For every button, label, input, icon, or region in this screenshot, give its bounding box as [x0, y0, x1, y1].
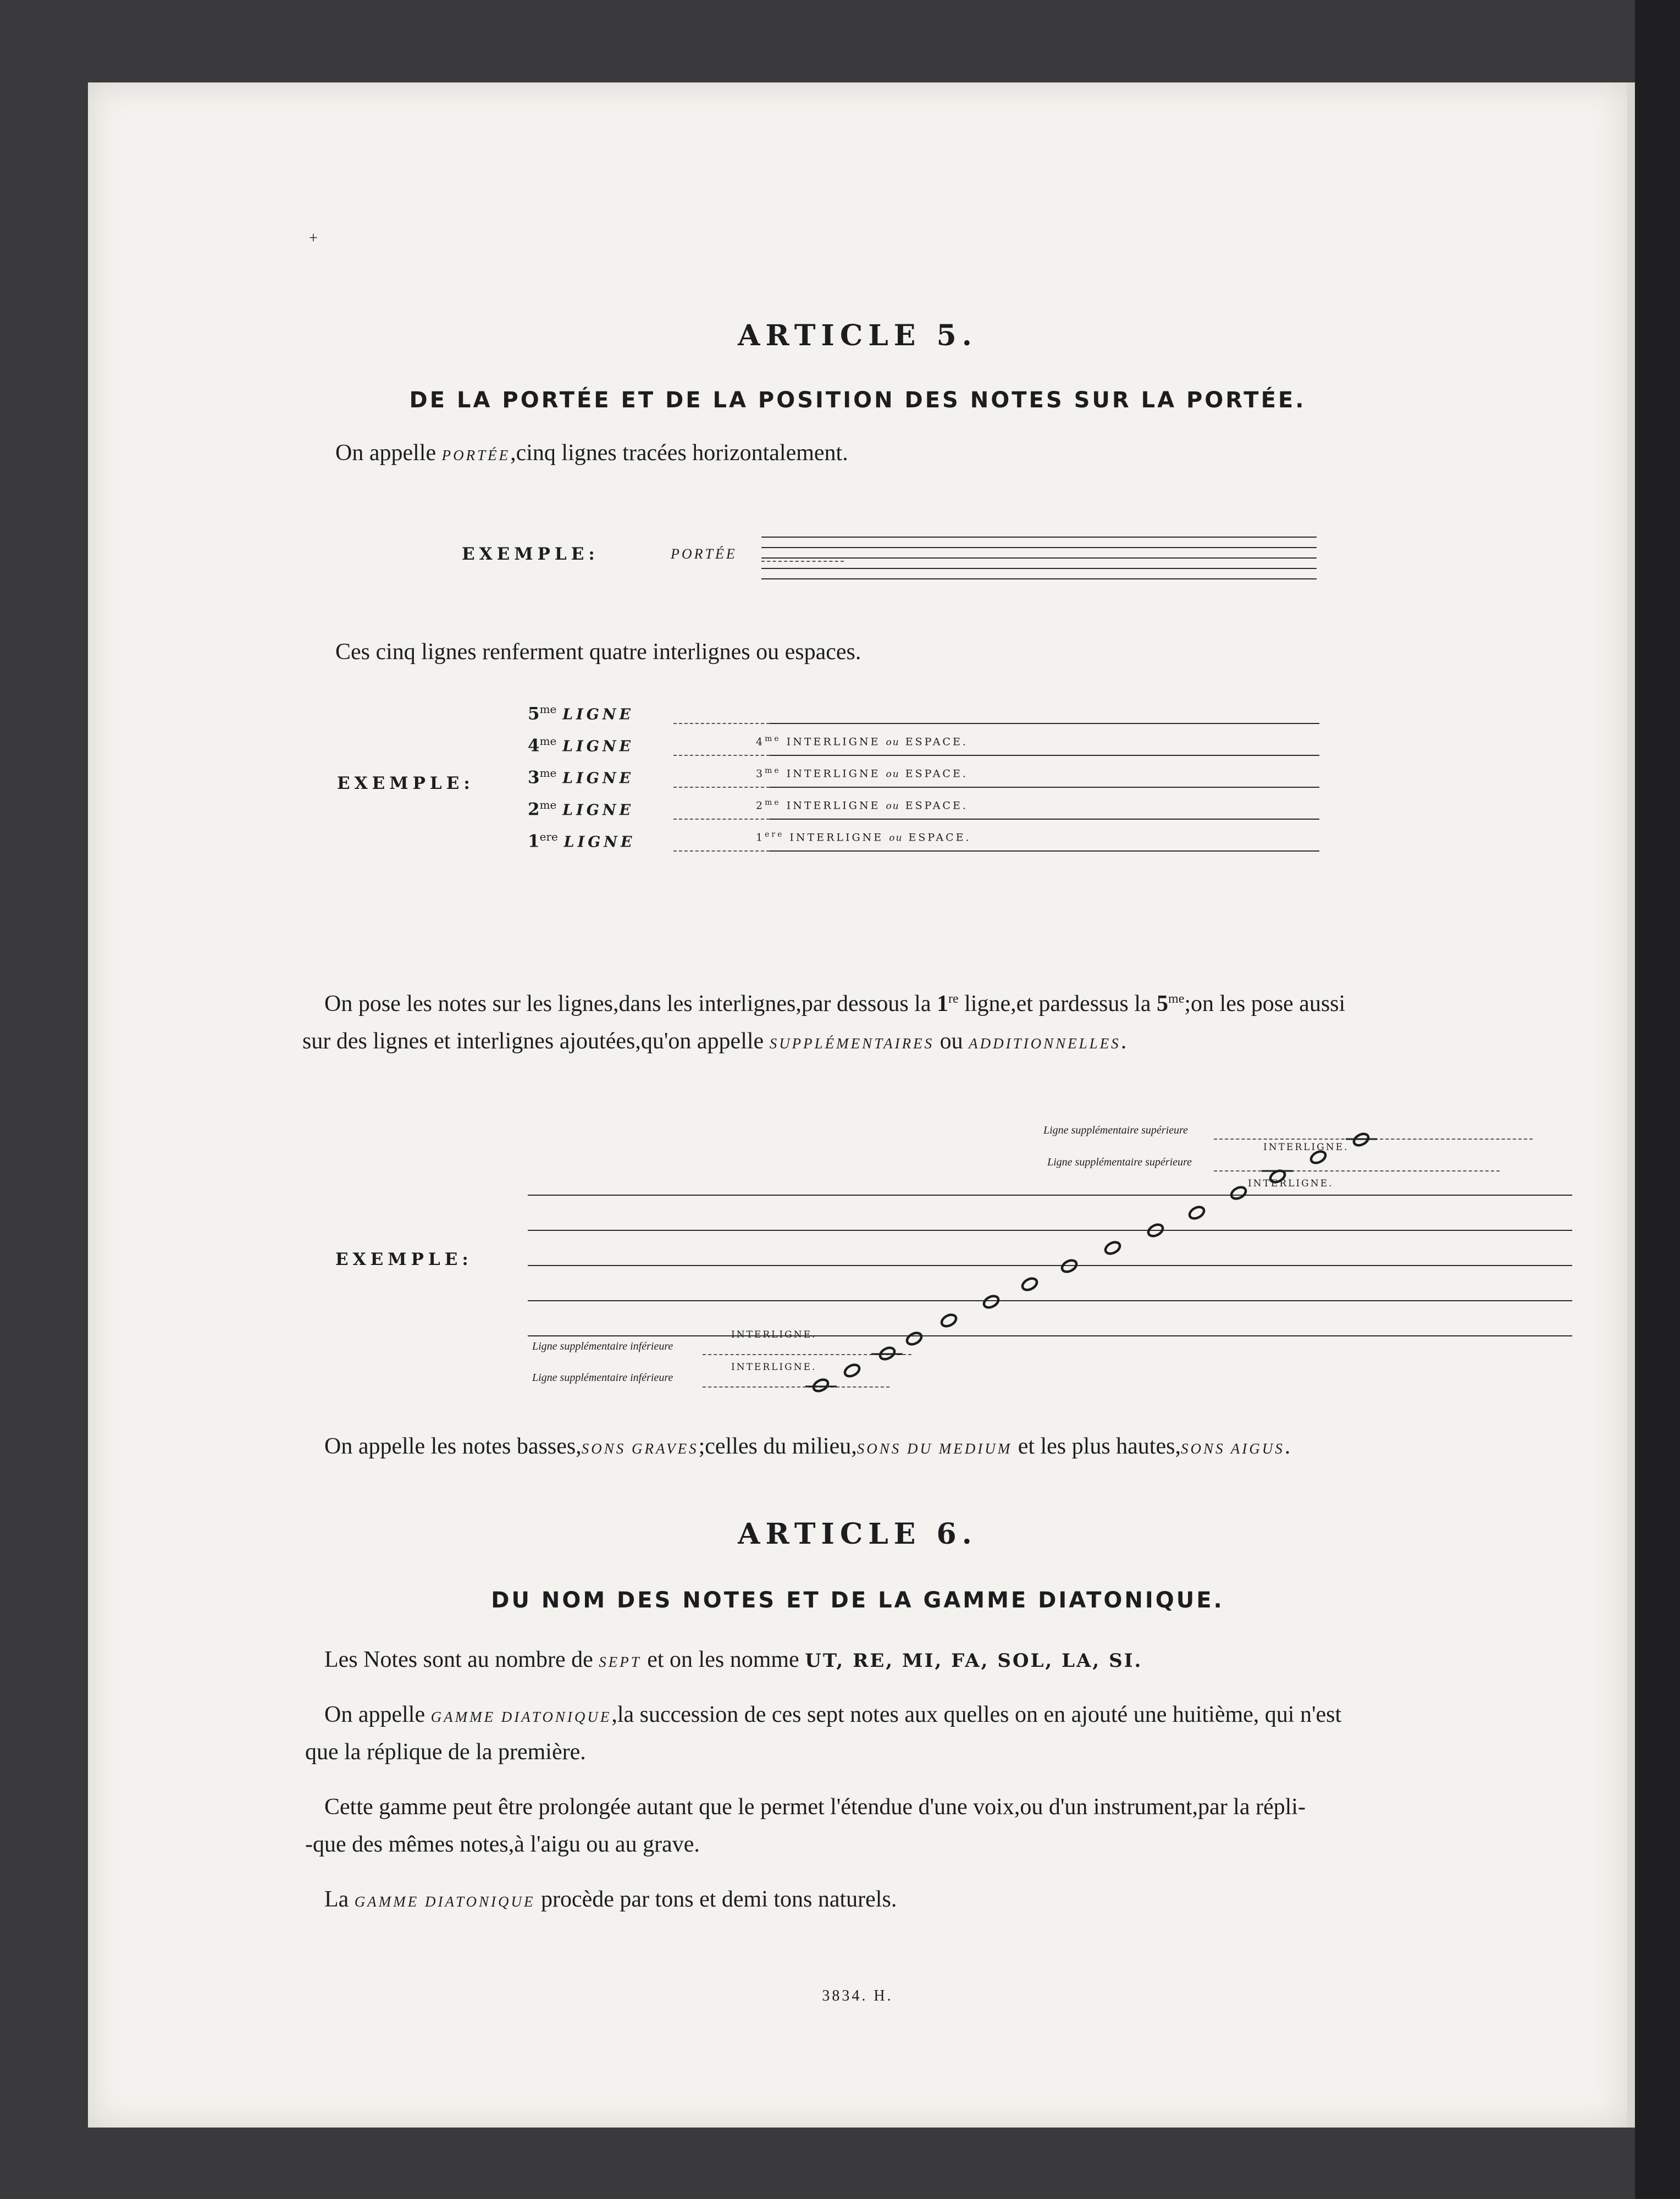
article6-paragraph-3-line-1: Cette gamme peut être prolongée autant que le permet l'étendue d'une voix,ou d'un instrument,par la répli-	[324, 1794, 1306, 1820]
ledger-sup-label-1: Ligne supplémentaire supérieure	[1043, 1124, 1188, 1136]
whole-note	[1187, 1205, 1206, 1220]
corner-mark: +	[309, 230, 318, 247]
page	[88, 82, 1627, 2128]
article6-paragraph-1: Les Notes sont au nombre de SEPT et on les nomme UT, RE, MI, FA, SOL, LA, SI.	[324, 1647, 1143, 1672]
whole-note	[1103, 1240, 1121, 1256]
whole-note	[843, 1362, 861, 1378]
ledger-sup-label-2: Ligne supplémentaire supérieure	[1047, 1156, 1192, 1168]
interligne-1-label: 1ere INTERLIGNE ou ESPACE.	[756, 830, 971, 844]
ligne-4-label: $4^{me}$ LIGNE	[528, 734, 634, 756]
book-spine	[1635, 0, 1680, 2199]
example3-label: EXEMPLE:	[335, 1250, 473, 1269]
ligne-2-label: $2^{me}$ LIGNE	[528, 798, 634, 820]
article5-paragraph-1: On appelle PORTÉE,cinq lignes tracées horizontalement.	[335, 440, 848, 466]
whole-note	[1060, 1258, 1078, 1274]
whole-note	[1229, 1185, 1247, 1201]
page-edge	[1627, 82, 1635, 2128]
interligne-label-1: INTERLIGNE.	[1263, 1142, 1349, 1153]
ligne-5-label: $5^{me}$ LIGNE	[528, 703, 634, 724]
article6-paragraph-2-line-1: On appelle GAMME DIATONIQUE,la succession de ces sept notes aux quelles on en ajouté une huitième, qui n'est	[324, 1702, 1342, 1727]
whole-note	[811, 1377, 830, 1393]
article5-paragraph-2: Ces cinq lignes renferment quatre interlignes ou espaces.	[335, 639, 861, 665]
article6-paragraph-4: La GAMME DIATONIQUE procède par tons et demi tons naturels.	[324, 1887, 897, 1912]
interligne-3-label: $3^{me}$ INTERLIGNE ou ESPACE.	[756, 766, 968, 780]
plate-number: 3834. H.	[822, 1987, 893, 2004]
whole-note	[1146, 1222, 1164, 1238]
interligne-4-label: $4^{me}$ INTERLIGNE ou ESPACE.	[756, 734, 968, 748]
article6-paragraph-3-line-2: -que des mêmes notes,à l'aigu ou au grave.	[305, 1832, 700, 1857]
article5-paragraph-4: On appelle les notes basses,SONS GRAVES;celles du milieu,SONS DU MEDIUM et les plus hautes,SONS AIGUS.	[324, 1434, 1291, 1459]
interligne-label-2: INTERLIGNE.	[1248, 1178, 1334, 1189]
example1-portee-label: PORTÉE	[671, 546, 737, 562]
article5-subtitle: DE LA PORTÉE ET DE LA POSITION DES NOTES SUR LA PORTÉE.	[409, 388, 1306, 413]
whole-note	[905, 1330, 923, 1346]
example2-label: EXEMPLE:	[337, 773, 474, 793]
example1-label: EXEMPLE:	[462, 544, 599, 564]
whole-note	[1020, 1276, 1038, 1292]
whole-note	[1309, 1149, 1327, 1165]
whole-note	[940, 1312, 958, 1328]
article6-title: ARTICLE 6.	[738, 1517, 977, 1551]
interligne-label-4: INTERLIGNE.	[731, 1362, 817, 1373]
article5-paragraph-3-line-2: sur des lignes et interlignes ajoutées,qu'on appelle SUPPLÉMENTAIRES ou ADDITIONNELLES.	[302, 1029, 1127, 1054]
article6-paragraph-2-line-2: que la réplique de la première.	[305, 1739, 586, 1765]
ledger-inf-label-1: Ligne supplémentaire inférieure	[532, 1340, 673, 1352]
ligne-1-label: 1ere LIGNE	[528, 830, 635, 852]
article5-title: ARTICLE 5.	[738, 319, 977, 352]
ledger-inf-label-2: Ligne supplémentaire inférieure	[532, 1372, 673, 1384]
interligne-label-3: INTERLIGNE.	[731, 1329, 817, 1340]
interligne-2-label: $2^{me}$ INTERLIGNE ou ESPACE.	[756, 798, 968, 812]
ligne-3-label: $3^{me}$ LIGNE	[528, 766, 634, 788]
article5-paragraph-3-line-1: On pose les notes sur les lignes,dans les interlignes,par dessous la 1re ligne,et pardessus la $5^{me};on$ les pose aussi	[324, 991, 1346, 1016]
whole-note	[982, 1294, 1000, 1310]
article6-subtitle: DU NOM DES NOTES ET DE LA GAMME DIATONIQUE.	[491, 1588, 1224, 1613]
